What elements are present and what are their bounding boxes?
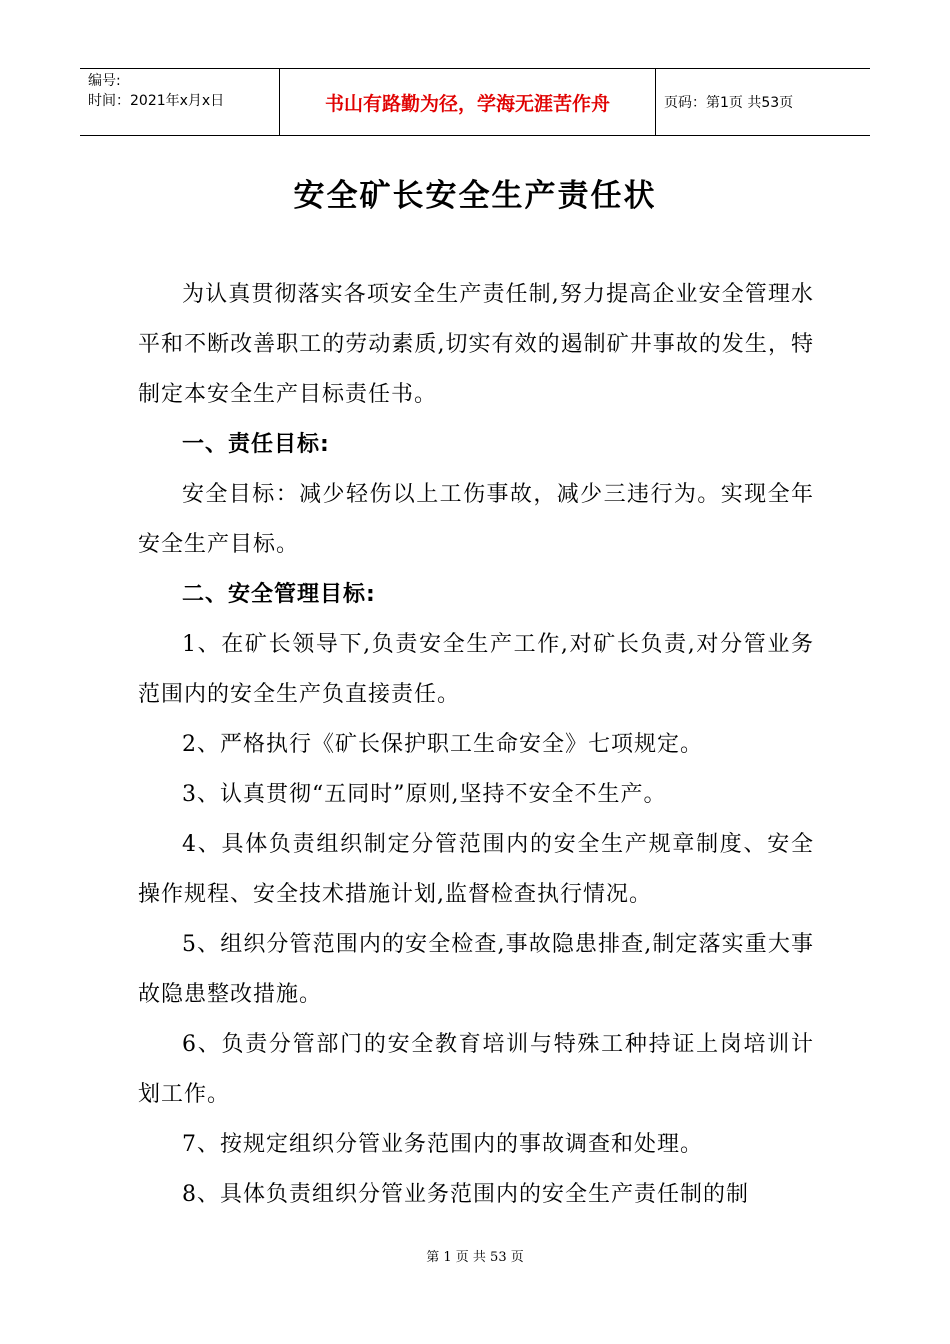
- body-paragraph: 1、在矿长领导下,负责安全生产工作,对矿长负责,对分管业务范围内的安全生产负直接责任。: [138, 632, 814, 707]
- body-paragraph: 为认真贯彻落实各项安全生产责任制,努力提高企业安全管理水平和不断改善职工的劳动素质,切实有效的遏制矿井事故的发生，特制定本安全生产目标责任书。: [138, 282, 814, 407]
- document-body: [138, 270, 814, 1220]
- body-paragraph: 3、认真贯彻“五同时”原则,坚持不安全不生产。: [182, 782, 667, 807]
- body-paragraph: 6、负责分管部门的安全教育培训与特殊工种持证上岗培训计划工作。: [138, 1032, 814, 1107]
- body-paragraph: 7、按规定组织分管业务范围内的事故调查和处理。: [182, 1132, 703, 1157]
- header-motto-cell: [280, 69, 656, 135]
- header-motto: 书山有路勤为径，学海无涯苦作舟: [324, 92, 610, 115]
- body-paragraph: 4、具体负责组织制定分管范围内的安全生产规章制度、安全操作规程、安全技术措施计划,监督检查执行情况。: [138, 832, 814, 907]
- body-paragraph: 安全目标：减少轻伤以上工伤事故，减少三违行为。实现全年安全生产目标。: [138, 482, 814, 557]
- body-paragraph: 2、严格执行《矿长保护职工生命安全》七项规定。: [182, 732, 703, 757]
- document-time-label: 时间：2021年x月x日: [88, 93, 225, 109]
- document-number-label: 编号:: [88, 73, 121, 89]
- header-page-info: 页码：第1页 共53页: [664, 95, 794, 111]
- document-title: 安全矿长安全生产责任状: [293, 178, 657, 214]
- body-paragraph: 5、组织分管范围内的安全检查,事故隐患排查,制定落实重大事故隐患整改措施。: [138, 932, 814, 1007]
- page-footer: 第 1 页 共 53 页: [426, 1250, 524, 1265]
- section-heading: 二、安全管理目标:: [182, 582, 376, 607]
- body-paragraph: 8、具体负责组织分管业务范围内的安全生产责任制的制: [182, 1182, 749, 1207]
- document-header: [80, 68, 870, 136]
- header-meta-cell: [80, 69, 280, 135]
- section-heading: 一、责任目标:: [182, 432, 330, 457]
- header-page-cell: [656, 69, 870, 135]
